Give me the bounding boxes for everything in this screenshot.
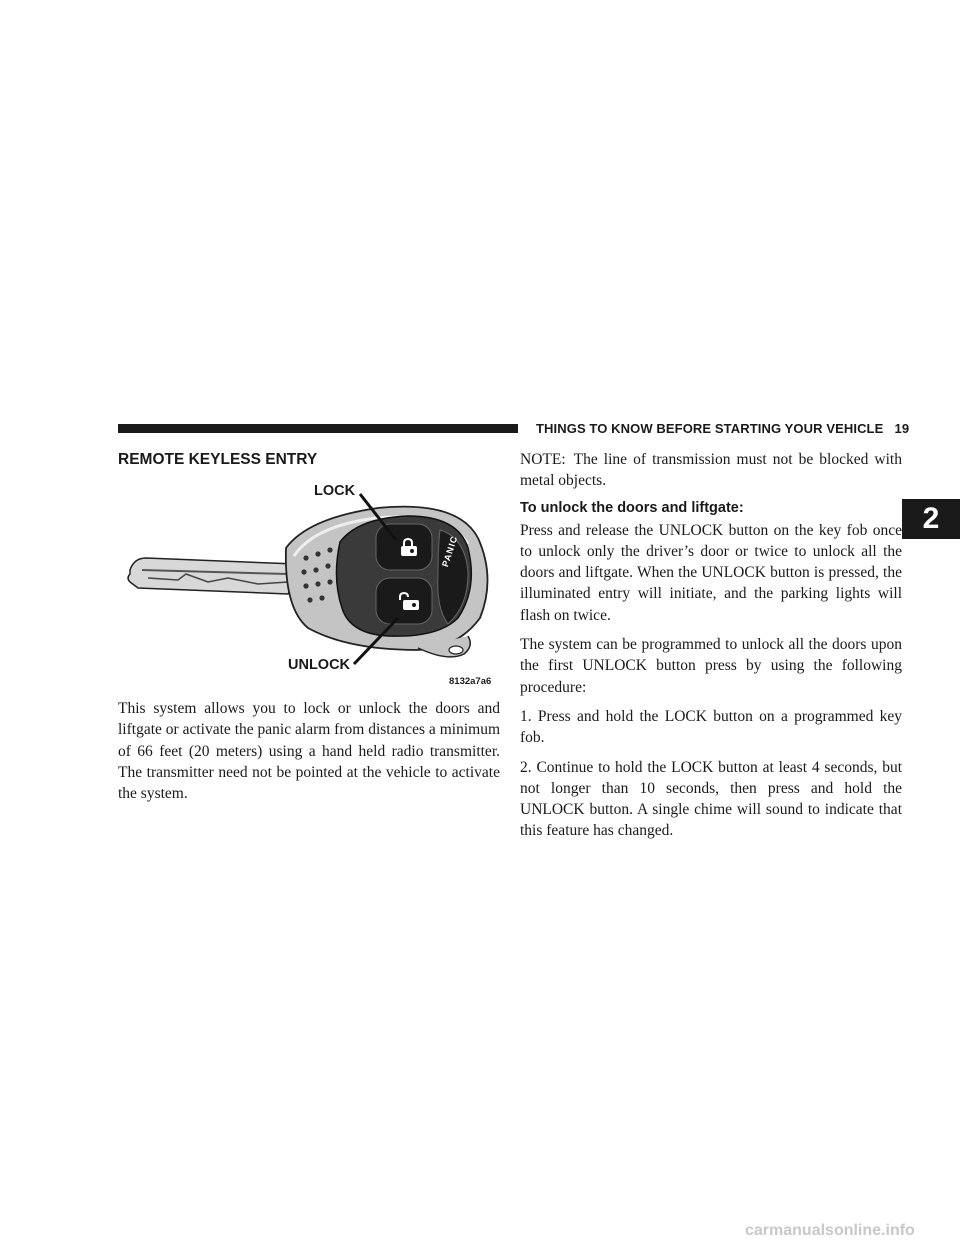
step-item: 2. Continue to hold the LOCK button at least 4 seconds, but not longer than 10 seconds, then press and hold the UNLOCK button. A single chime will sound to indicate that this feature has changed. [520, 758, 902, 840]
unlock-callout: UNLOCK [288, 657, 351, 673]
subsection-title: To unlock the doors and liftgate: [520, 499, 744, 516]
unlock-icon [398, 592, 422, 612]
lock-icon [398, 538, 422, 558]
running-title: THINGS TO KNOW BEFORE STARTING YOUR VEHICLE [536, 421, 884, 436]
intro-paragraph: This system allows you to lock or unlock the doors and liftgate or activate the panic alarm from distances a minimum of 66 feet (20 meters) using a hand held radio transmitter. The transmitter need not be pointed at the vehicle to activate the system. [118, 700, 500, 803]
lock-callout: LOCK [314, 483, 356, 499]
key-fob-figure [118, 478, 500, 690]
note-paragraph [520, 449, 902, 492]
panic-button-label: PANIC [440, 534, 460, 569]
step-item: 1. Press and hold the LOCK button on a programmed key fob. [520, 707, 902, 747]
body-paragraph: Press and release the UNLOCK button on the key fob once to unlock only the driver’s door or twice to unlock all the doors and liftgate. When the UNLOCK button is pressed, the illuminated entry will initiate, and the parking lights will flash on twice. [520, 521, 902, 624]
body-paragraph: The system can be programmed to unlock all the doors upon the first UNLOCK button press by using the following procedure: [520, 636, 902, 696]
watermark: carmanualsonline.info [745, 1222, 915, 1239]
header-rule [118, 424, 518, 433]
note-label: NOTE: [520, 451, 566, 468]
page-number: 19 [894, 421, 910, 436]
chapter-tab: 2 [902, 499, 960, 539]
section-title: REMOTE KEYLESS ENTRY [118, 451, 318, 468]
right-column [520, 449, 902, 850]
figure-code: 8132a7a6 [449, 676, 492, 687]
running-header [536, 421, 909, 436]
note-text: The line of transmission must not be blocked with metal objects. [520, 451, 902, 490]
